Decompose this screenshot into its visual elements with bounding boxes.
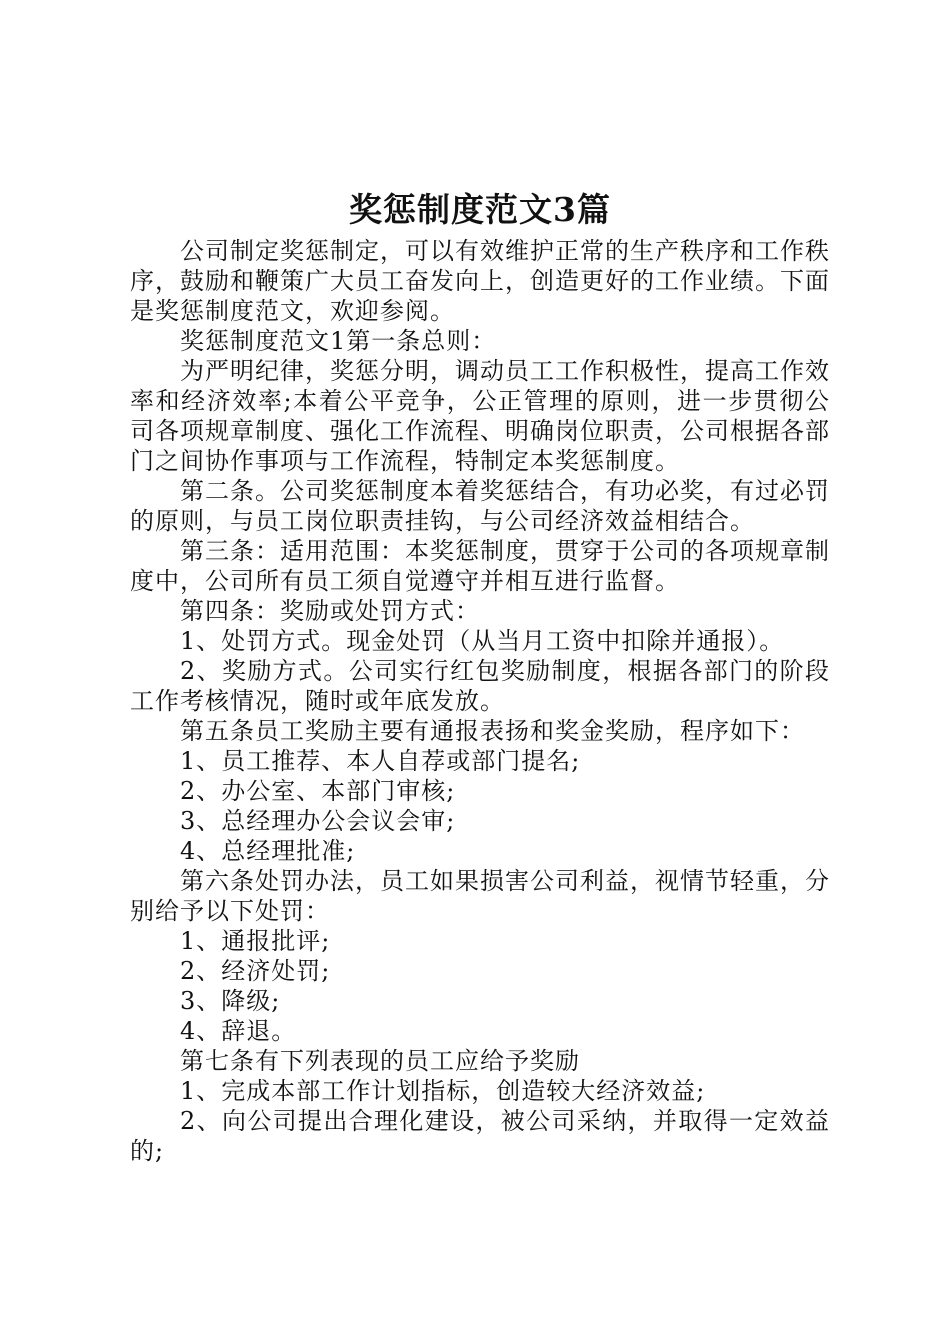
paragraph-article-7-heading: 第七条有下列表现的员工应给予奖励 [180, 1047, 580, 1075]
document-body [130, 236, 830, 1166]
paragraph-article-6-item-4: 4、辞退。 [180, 1017, 297, 1045]
paragraph-article-4-heading: 第四条：奖励或处罚方式： [180, 597, 480, 625]
paragraph-article-6-item-3: 3、降级; [180, 987, 281, 1015]
paragraph-article-4-item-2: 2、奖励方式。公司实行红包奖励制度，根据各部门的阶段工作考核情况，随时或年底发放。 [130, 657, 830, 715]
paragraph-article-7-item-2: 2、向公司提出合理化建设，被公司采纳，并取得一定效益的; [130, 1107, 830, 1165]
paragraph-article-6-heading: 第六条处罚办法，员工如果损害公司利益，视情节轻重，分别给予以下处罚： [130, 867, 830, 925]
paragraph-article-5-item-3: 3、总经理办公会议会审; [180, 807, 456, 835]
paragraph-intro: 公司制定奖惩制定，可以有效维护正常的生产秩序和工作秩序，鼓励和鞭策广大员工奋发向上，创造更好的工作业绩。下面是奖惩制度范文，欢迎参阅。 [130, 237, 830, 325]
paragraph-article-7-item-1: 1、完成本部工作计划指标，创造较大经济效益; [180, 1077, 706, 1105]
paragraph-article-5-item-1: 1、员工推荐、本人自荐或部门提名; [180, 747, 581, 775]
paragraph-article-1-body: 为严明纪律，奖惩分明，调动员工工作积极性，提高工作效率和经济效率;本着公平竞争，公正管理的原则，进一步贯彻公司各项规章制度、强化工作流程、明确岗位职责，公司根据各部门之间协作事项与工作流程，特制定本奖惩制度。 [130, 357, 830, 475]
document-title: 奖惩制度范文3篇 [349, 190, 611, 229]
paragraph-article-4-item-1: 1、处罚方式。现金处罚（从当月工资中扣除并通报）。 [180, 627, 785, 655]
paragraph-article-3: 第三条：适用范围：本奖惩制度，贯穿于公司的各项规章制度中，公司所有员工须自觉遵守并相互进行监督。 [130, 537, 830, 595]
paragraph-article-6-item-1: 1、通报批评; [180, 927, 331, 955]
paragraph-article-6-item-2: 2、经济处罚; [180, 957, 331, 985]
paragraph-article-1-heading: 奖惩制度范文1第一条总则： [180, 327, 497, 355]
document-page [130, 188, 830, 1166]
paragraph-article-5-item-2: 2、办公室、本部门审核; [180, 777, 456, 805]
paragraph-article-5-item-4: 4、总经理批准; [180, 837, 356, 865]
paragraph-article-2: 第二条。公司奖惩制度本着奖惩结合，有功必奖，有过必罚的原则，与员工岗位职责挂钩，与公司经济效益相结合。 [130, 477, 830, 535]
paragraph-article-5-heading: 第五条员工奖励主要有通报表扬和奖金奖励，程序如下： [180, 717, 805, 745]
